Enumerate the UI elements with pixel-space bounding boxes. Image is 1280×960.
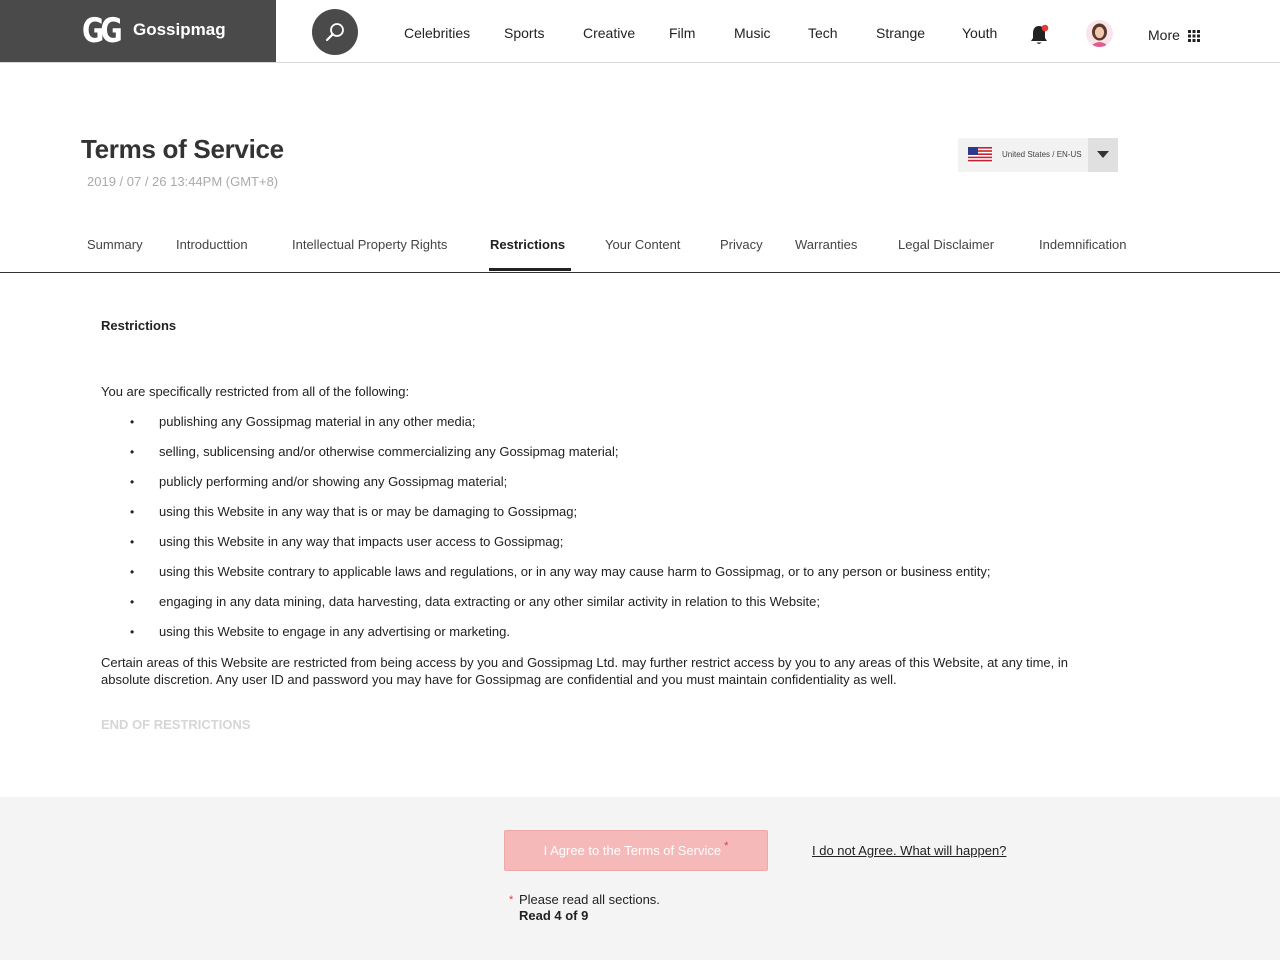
bullet: • xyxy=(130,625,135,639)
bullet: • xyxy=(130,535,135,549)
us-flag-icon xyxy=(968,147,992,163)
read-all-note: Please read all sections. xyxy=(519,892,660,907)
list-item-text: using this Website contrary to applicable laws and regulations, or in any way may cause harm to Gossipmag, or to any person or business entity; xyxy=(159,564,991,579)
brand-name: Gossipmag xyxy=(133,20,226,39)
list-item-text: using this Website in any way that impacts user access to Gossipmag; xyxy=(159,534,564,549)
section-title: Restrictions xyxy=(101,318,177,333)
bullet: • xyxy=(130,505,135,519)
required-mark: * xyxy=(724,839,729,852)
nav-item-creative[interactable]: Creative xyxy=(583,25,636,41)
note-required-mark: * xyxy=(509,894,514,906)
top-navigation-bar xyxy=(0,0,1280,63)
tab-introduction[interactable]: Introducttion xyxy=(176,237,248,252)
search-icon xyxy=(324,21,346,43)
tab-indemnification[interactable]: Indemnification xyxy=(1039,237,1127,252)
list-item-text: using this Website in any way that is or may be damaging to Gossipmag; xyxy=(159,504,578,519)
bullet: • xyxy=(130,475,135,489)
tab-summary[interactable]: Summary xyxy=(87,237,143,252)
bell-icon[interactable] xyxy=(1029,24,1049,46)
nav-item-music[interactable]: Music xyxy=(734,25,771,41)
brand-logo: GG xyxy=(82,11,119,51)
list-item-text: engaging in any data mining, data harvesting, data extracting or any other similar activity in relation to this Website; xyxy=(159,594,820,609)
list-item xyxy=(101,624,1121,654)
active-tab-indicator xyxy=(489,268,571,271)
list-item-text: publicly performing and/or showing any Gossipmag material; xyxy=(159,474,508,489)
tab-your-content[interactable]: Your Content xyxy=(605,237,681,252)
list-item-text: using this Website to engage in any advertising or marketing. xyxy=(159,624,510,639)
restrictions-list xyxy=(101,414,1121,654)
bullet: • xyxy=(130,415,135,429)
nav-item-tech[interactable]: Tech xyxy=(808,25,838,41)
bullet: • xyxy=(130,595,135,609)
list-item xyxy=(101,414,1121,444)
nav-item-celebrities[interactable]: Celebrities xyxy=(404,25,471,41)
brand-block[interactable] xyxy=(0,0,276,62)
list-item xyxy=(101,564,1121,594)
section-tabs xyxy=(0,220,1280,273)
more-menu[interactable]: More xyxy=(1148,27,1180,43)
list-item xyxy=(101,534,1121,564)
bullet: • xyxy=(130,445,135,459)
locale-label: United States / EN-US xyxy=(1002,150,1082,159)
list-item xyxy=(101,594,1121,624)
locale-selector[interactable] xyxy=(958,138,1118,172)
page-title: Terms of Service xyxy=(81,134,284,164)
list-item-text: selling, sublicensing and/or otherwise commercializing any Gossipmag material; xyxy=(159,444,619,459)
locale-dropdown-toggle[interactable] xyxy=(1088,138,1118,172)
agreement-footer xyxy=(0,797,1280,960)
list-item xyxy=(101,444,1121,474)
read-progress: Read 4 of 9 xyxy=(519,908,589,923)
agree-button[interactable] xyxy=(504,830,768,871)
list-item xyxy=(101,474,1121,504)
tab-legal-disclaimer[interactable]: Legal Disclaimer xyxy=(898,237,995,252)
list-item-text: publishing any Gossipmag material in any other media; xyxy=(159,414,476,429)
nav-item-youth[interactable]: Youth xyxy=(962,25,998,41)
page-date: 2019 / 07 / 26 13:44PM (GMT+8) xyxy=(87,174,279,189)
tab-restrictions[interactable]: Restrictions xyxy=(490,237,566,252)
disagree-link[interactable]: I do not Agree. What will happen? xyxy=(812,843,1007,858)
list-item xyxy=(101,504,1121,534)
agree-button-label: I Agree to the Terms of Service xyxy=(543,843,722,858)
tab-intellectual-property-rights[interactable]: Intellectual Property Rights xyxy=(292,237,448,252)
end-of-section-label: END OF RESTRICTIONS xyxy=(101,717,251,732)
nav-item-strange[interactable]: Strange xyxy=(876,25,926,41)
tab-warranties[interactable]: Warranties xyxy=(795,237,858,252)
nav-item-film[interactable]: Film xyxy=(669,25,696,41)
avatar[interactable] xyxy=(1086,20,1113,47)
chevron-down-icon xyxy=(1097,151,1109,159)
user-avatar-image xyxy=(1086,20,1113,47)
bullet: • xyxy=(130,565,135,579)
nav-item-sports[interactable]: Sports xyxy=(504,25,545,41)
section-paragraph: Certain areas of this Website are restricted from being access by you and Gossipmag Ltd. may further restrict access by you to any areas of this Website, at any time, in absolute discretion. Any user ID and password you may have for Gossipmag are confidential and you must maintain confidentiality as well. xyxy=(101,655,1069,687)
section-intro: You are specifically restricted from all of the following: xyxy=(101,384,410,399)
search-button[interactable] xyxy=(312,9,358,55)
tab-privacy[interactable]: Privacy xyxy=(720,237,763,252)
grid-icon[interactable] xyxy=(1188,30,1200,42)
